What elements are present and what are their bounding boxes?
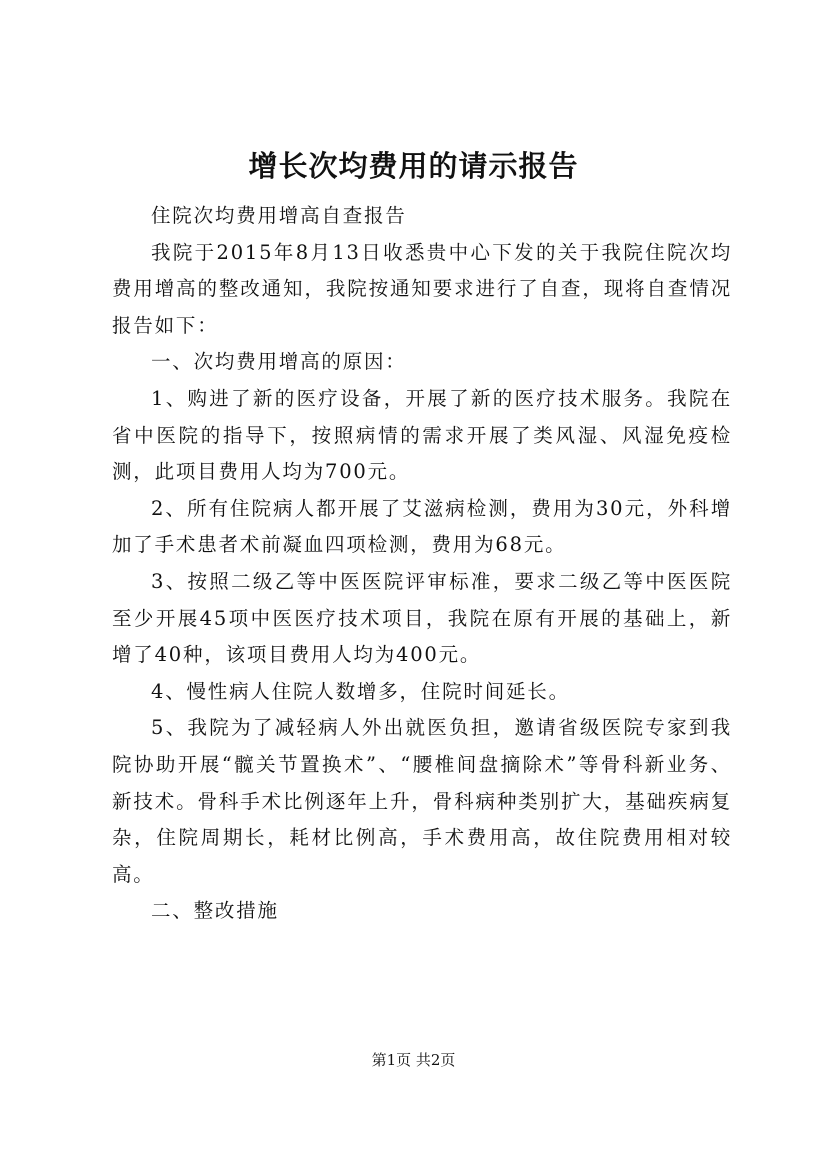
paragraph-section-one-heading: 一、次均费用增高的原因： [151,350,407,374]
paragraph-reason-3: 3、按照二级乙等中医医院评审标准，要求二级乙等中医医院至少开展45项中医医疗技术项目，我院在原有开展的基础上，新增了40种，该项目费用人均为400元。 [112,569,732,667]
paragraph-subtitle: 住院次均费用增高自查报告 [151,204,407,227]
paragraph-reason-5: 5、我院为了减轻病人外出就医负担，邀请省级医院专家到我院协助开展“髋关节置换术”、“腰椎间盘摘除术”等骨科新业务、新技术。骨科手术比例逐年上升，骨科病种类别扩大，基础疾病复杂，住院周期长，耗材比例高，手术费用高，故住院费用相对较高。 [112,716,732,886]
paragraph-reason-4: 4、慢性病人住院人数增多，住院时间延长。 [151,679,570,703]
document-body [112,198,732,930]
paragraph-section-two-heading: 二、整改措施 [151,899,279,923]
document-title: 增长次均费用的请示报告 [248,149,579,183]
paragraph-reason-1: 1、购进了新的医疗设备，开展了新的医疗技术服务。我院在省中医院的指导下，按照病情的需求开展了类风湿、风湿免疫检测，此项目费用人均为700元。 [112,386,732,484]
paragraph-intro: 我院于2015年8月13日收悉贵中心下发的关于我院住院次均费用增高的整改通知，我院按通知要求进行了自查，现将自查情况报告如下： [112,240,732,337]
paragraph-reason-2: 2、所有住院病人都开展了艾滋病检测，费用为30元，外科增加了手术患者术前凝血四项检测，费用为68元。 [112,496,732,557]
page-number-footer: 第1页 共2页 [371,1051,456,1069]
